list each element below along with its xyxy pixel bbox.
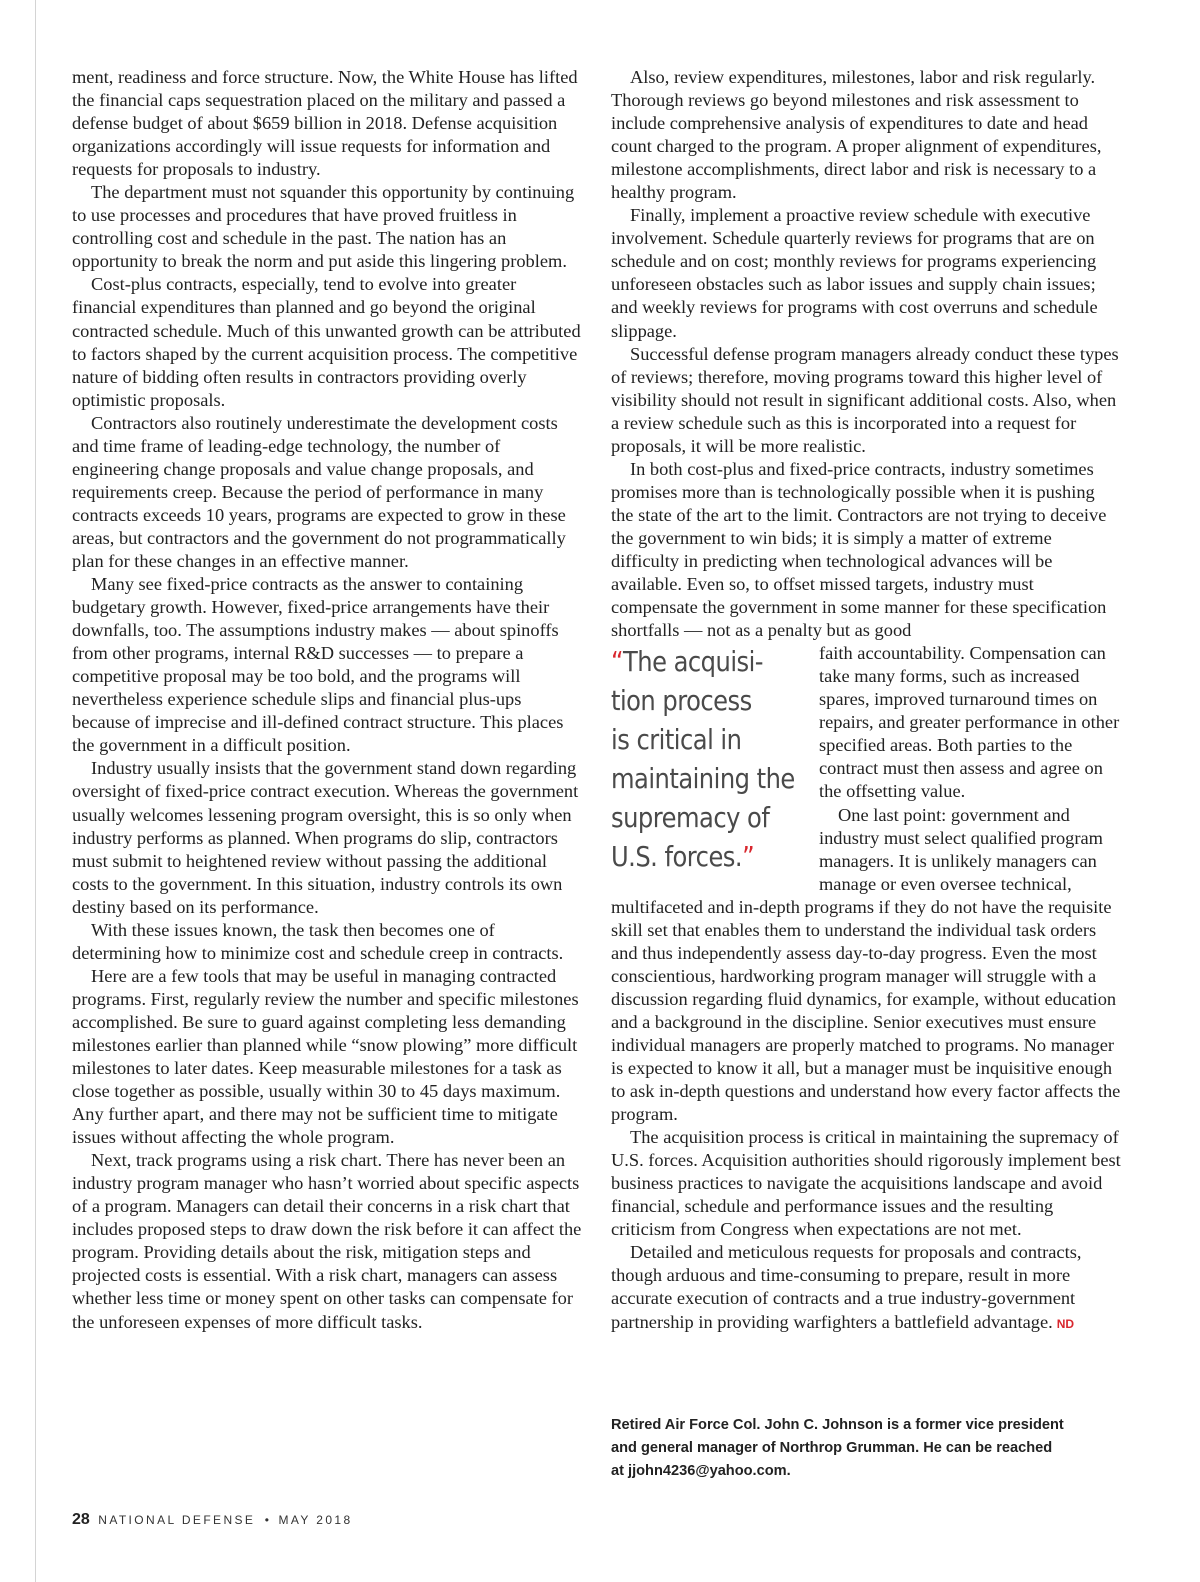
page-number: 28 — [72, 1511, 90, 1528]
publication-name: NATIONAL DEFENSE — [98, 1513, 256, 1527]
page-edge-rule — [35, 0, 36, 1582]
pull-quote-line: U.S. forces.” — [611, 840, 755, 873]
paragraph: Contractors also routinely underestimate the development costs and time frame of leading-edge technology, the number of engineering change proposals and value change proposals, and requirements creep. Because the period of performance in many contracts exceeds 10 years, programs are expected to grow in these areas, but contractors and the government do not programmatically plan for these changes in an effective manner. — [72, 412, 566, 571]
paragraph: Finally, implement a proactive review schedule with executive involvement. Schedule quarterly reviews for programs that are on schedule and on cost; monthly reviews for programs experiencing unforeseen obstacles such as labor issues and supply chain issues; and weekly reviews for programs with cost overruns and schedule slippage. — [611, 205, 1098, 341]
paragraph: Industry usually insists that the government stand down regarding oversight of fixed-price contract execution. Whereas the government usually welcomes lessening program oversight, this is so only when industry performs as planned. When programs do slip, contractors must submit to heightened review without passing the additional costs to the government. In this situation, industry controls its own destiny based on its performance. — [72, 758, 579, 917]
bio-line: and general manager of Northrop Grumman. He can be reached — [611, 1440, 1053, 1456]
paragraph: Next, track programs using a risk chart. There has never been an industry program manager who hasn’t worried about specific aspects of a program. Managers can detail their concerns in a risk chart that includes proposed steps to draw down the risk before it can affect the program. Providing details about the risk, mitigation steps and projected costs is essential. With a risk chart, managers can assess whether less time or money spent on other tasks can compensate for the unforeseen expenses of more difficult tasks. — [72, 1150, 582, 1332]
end-mark: ND — [1056, 1316, 1075, 1331]
left-column — [72, 66, 582, 1334]
close-quote-mark: ” — [742, 840, 755, 873]
paragraph: With these issues known, the task then becomes one of determining how to minimize cost and schedule creep in contracts. — [72, 919, 564, 963]
author-bio — [611, 1414, 1111, 1483]
paragraph: In both cost-plus and fixed-price contracts, industry sometimes promises more than is technologically possible when it is pushing the state of the art to the limit. Contractors are not trying to deceive the government to win bids; it is simply a matter of extreme difficulty in predicting when technological advances will be available. Even so, to offset missed targets, industry must compensate the government in some manner for these specification shortfalls — not as a penalty but as good — [611, 458, 1107, 641]
paragraph — [611, 1241, 1121, 1335]
paragraph: Successful defense program managers already conduct these types of reviews; therefore, moving programs toward this higher level of visibility should not result in significant additional costs. Also, when a review schedule such as this is incorporated into a request for proposals, it will be more realistic. — [611, 343, 1119, 456]
right-column — [611, 66, 1121, 1336]
paragraph: ment, readiness and force structure. Now, the White House has lifted the financial caps sequestration placed on the military and passed a defense budget of about $659 billion in 2018. Defense acquisition organizations accordingly will issue requests for information and requests for proposals to industry. — [72, 67, 578, 180]
paragraph: The department must not squander this opportunity by continuing to use processes and procedures that have proved fruitless in controlling cost and schedule in the past. The nation has an opportunity to break the norm and put aside this lingering problem. — [72, 182, 575, 272]
paragraph: Many see fixed-price contracts as the answer to containing budgetary growth. However, fixed-price arrangements have their downfalls, too. The assumptions industry makes — about spinoffs from other programs, internal R&D successes — to prepare a competitive proposal may be too bold, and the programs will nevertheless experience schedule slips and financial plus-ups because of imprecise and ill-defined contract structure. This places the government in a difficult position. — [72, 574, 564, 756]
issue-date: MAY 2018 — [278, 1513, 353, 1527]
paragraph: Also, review expenditures, milestones, labor and risk regularly. Thorough reviews go beyond milestones and risk assessment to include comprehensive analysis of expenditures to date and head count charged to the program. A proper alignment of expenditures, milestone accomplishments, direct labor and risk is necessary to a healthy program. — [611, 67, 1102, 203]
pull-quote-line: tion process — [611, 685, 752, 718]
pull-quote-line: maintaining the — [611, 762, 795, 795]
paragraph: The acquisition process is critical in maintaining the supremacy of U.S. forces. Acquisition authorities should rigorously implement best business practices to navigate the acquisitions landscape and avoid financial, schedule and performance issues and the resulting criticism from Congress when expectations are not met. — [611, 1127, 1121, 1240]
pull-quote-line: supremacy of — [611, 801, 770, 834]
pull-quote — [611, 643, 795, 876]
pull-quote-line: “The acquisi- — [611, 646, 764, 679]
open-quote-mark: “ — [611, 646, 624, 679]
paragraph: Here are a few tools that may be useful in managing contracted programs. First, regularly review the number and specific milestones accomplished. Be sure to guard against completing less demanding milestones earlier than planned while “snow plowing” more difficult milestones to later dates. Keep measurable milestones for a task as close together as possible, usually within 30 to 45 days maximum. Any further apart, and there may not be sufficient time to mitigate issues without affecting the whole program. — [72, 965, 579, 1148]
bio-line: Retired Air Force Col. John C. Johnson is a former vice president — [611, 1417, 1064, 1433]
paragraph-text: Detailed and meticulous requests for proposals and contracts, though arduous and time-consuming to prepare, result in more accurate execution of contracts and a true industry-government partnership in providing warfighters a battlefield advantage. — [611, 1242, 1082, 1332]
pull-quote-line: is critical in — [611, 723, 742, 756]
paragraph: One last point: government and industry must select qualified program managers. It is unlikely managers can manage or even oversee technical, multifaceted and in-depth programs if they do not have the requisite skill set that enables them to understand the individual task orders and thus independently assess day-to-day progress. Even the most conscientious, hardworking program manager will struggle with a discussion regarding fluid dynamics, for example, without education and a background in the discipline. Senior executives must ensure individual managers are properly matched to programs. No manager is expected to know it all, but a manager must be inquisitive enough to ask in-depth questions and understand how every factor affects the program. — [611, 804, 1121, 1125]
bio-line: at jjohn4236@yahoo.com. — [611, 1463, 791, 1479]
footer-separator: • — [264, 1513, 269, 1527]
page-footer — [72, 1511, 353, 1529]
paragraph: faith accountability. Compensation can take many forms, such as increased spares, improved turnaround times on repairs, and greater performance in other specified areas. Both parties to the contract must then assess and agree on the offsetting value. — [819, 643, 1120, 802]
paragraph: Cost-plus contracts, especially, tend to evolve into greater financial expenditures than planned and go beyond the original contracted schedule. Much of this unwanted growth can be attributed to factors shaped by the current acquisition process. The competitive nature of bidding often results in contractors providing overly optimistic proposals. — [72, 274, 581, 410]
